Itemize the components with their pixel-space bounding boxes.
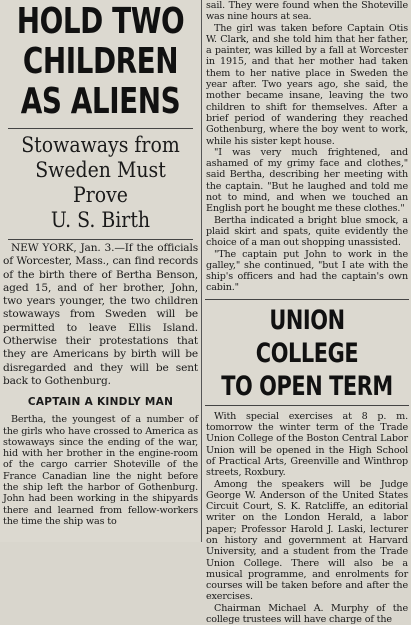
headline-line: CHILDREN bbox=[22, 41, 179, 82]
headline-line: AS ALIENS bbox=[20, 81, 181, 122]
headline-line: UNION COLLEGE bbox=[255, 304, 359, 369]
headline-rule bbox=[8, 128, 193, 129]
paragraph: Bertha, the youngest of a number of the girls who have crossed to America as stowaways since the ending of the war, hid with her brother in the engine-room of the cargo carrier Shoteville of the France Canadian line the night before the ship left the harbor of Gothenburg. John had been working in the shipyards there and learned from fellow-workers the time the ship was to bbox=[3, 414, 198, 527]
article-body-continued bbox=[2, 414, 199, 527]
paragraph: Chairman Michael A. Murphy of the college trustees will have charge of the bbox=[206, 602, 408, 625]
deck-line: U. S. Birth bbox=[50, 208, 151, 232]
paragraph: "I was very much frightened, and ashamed of my grimy face and clothes," said Bertha, describing her meeting with the captain. "But he laughed and told me not to mind, and when we touched an English port he bought me these clothes." bbox=[206, 146, 408, 215]
paragraph: sail. They were found when the Shoteville was nine hours at sea. bbox=[206, 0, 408, 23]
paragraph: Bertha indicated a bright blue smock, a plaid skirt and spats, quite evidently the choice of a man out shopping unassisted. bbox=[206, 214, 408, 249]
headline-union-college bbox=[219, 304, 394, 403]
subhead-captain: CAPTAIN A KINDLY MAN bbox=[27, 396, 174, 409]
deck-line: Sweden Must Prove bbox=[35, 158, 166, 207]
paragraph: With special exercises at 8 p. m. tomorrow the winter term of the Trade Union College of the Boston Central Labor Union will be opened in the High School of Practical Arts, Greenville and Winthrop streets, Roxbury. bbox=[206, 410, 408, 479]
right-column bbox=[205, 0, 409, 625]
column-rule bbox=[201, 0, 202, 542]
article-continuation bbox=[205, 0, 409, 294]
deck-line: Stowaways from bbox=[21, 133, 180, 157]
lead-paragraph: NEW YORK, Jan. 3.—If the officials of Worcester, Mass., can find records of the birth there of Bertha Benson, aged 15, and of her brother, John, two years younger, the two children stowaways from Sweden will be permitted to leave Ellis Island. Otherwise their protestations that they are Americans by birth will be disregarded and they will be sent back to Gothenburg. bbox=[3, 242, 198, 387]
headline-line: HOLD TWO bbox=[16, 1, 185, 42]
article-body-lead bbox=[2, 242, 199, 388]
deck-rule bbox=[8, 239, 193, 240]
paragraph: Among the speakers will be Judge George W. Anderson of the United States Circuit Court, S. K. Ratcliffe, an editorial writer on the London Herald, a labor paper; Professor Harold J. Laski, lecturer on history and government at Harvard University, and a student from the Trade Union College. There will also be a musical programme, and enrolments for courses will be taken before and after the exercises. bbox=[206, 478, 408, 603]
article-separator bbox=[205, 299, 409, 300]
paragraph: "The captain put John to work in the galley," she continued, "but I ate with the ship's officers and had the captain's own cabin." bbox=[206, 248, 408, 294]
article-body-union bbox=[205, 411, 409, 625]
headline-rule bbox=[205, 405, 409, 406]
headline-hold-two-children bbox=[16, 2, 185, 122]
headline-line: TO OPEN TERM bbox=[221, 370, 393, 402]
left-column bbox=[2, 0, 199, 542]
deck-headline bbox=[12, 133, 189, 233]
paragraph: The girl was taken before Captain Otis W. Clark, and she told him that her father, a painter, was killed by a fall at Worcester in 1915, and that her mother had taken them to her native place in Sweden the year after. Two years ago, she said, the mother became insane, leaving the two children to shift for themselves. After a brief period of wandering they reached Gothenburg, where the boy went to work, while his sister kept house. bbox=[206, 22, 408, 147]
